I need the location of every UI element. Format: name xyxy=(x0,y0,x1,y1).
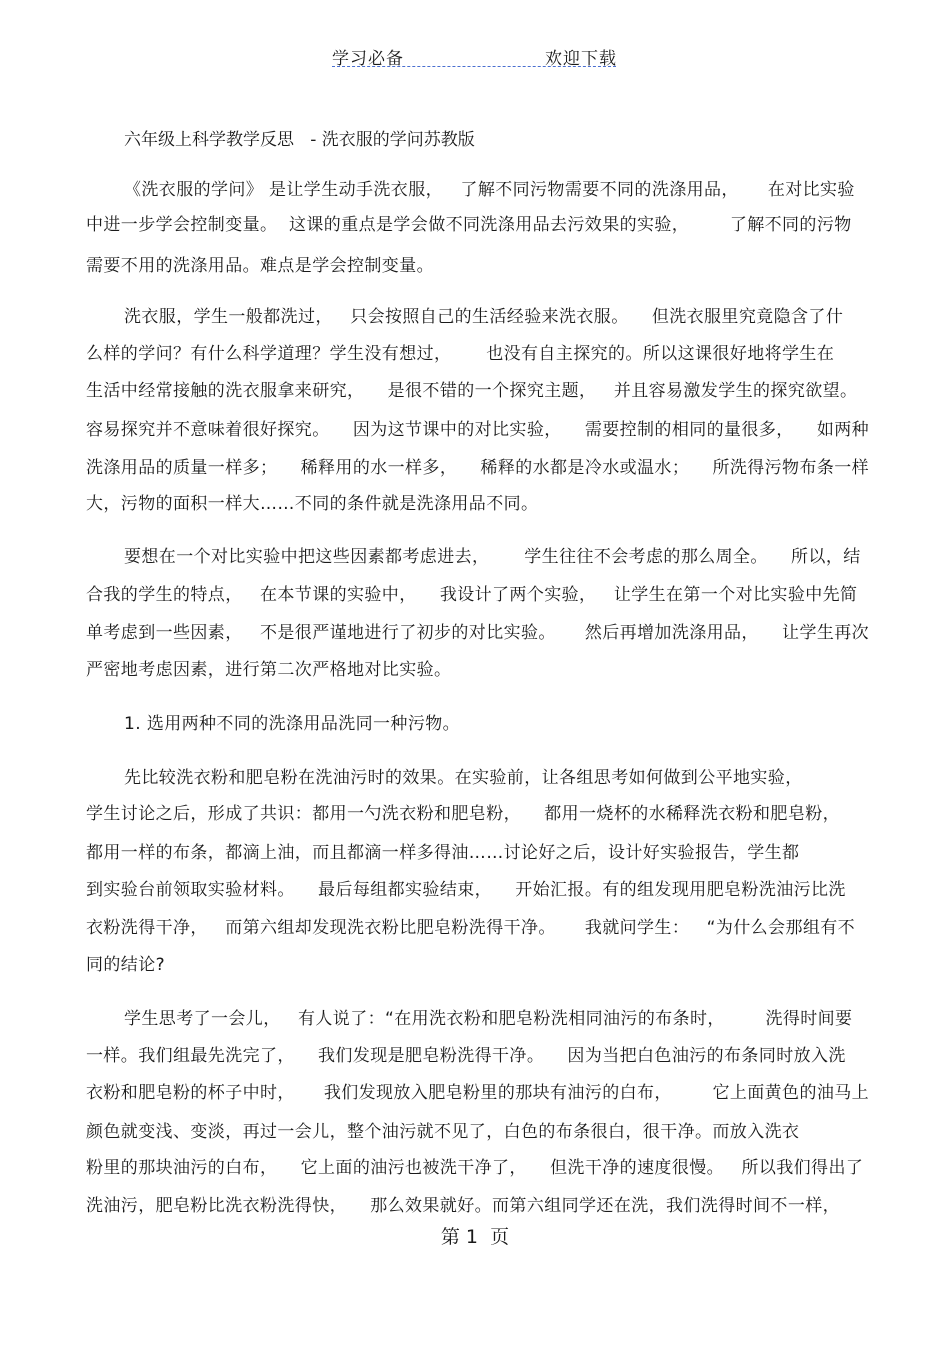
body-line: 同的结论? xyxy=(86,955,166,975)
document-title: 六年级上科学教学反思 - 洗衣服的学问苏教版 xyxy=(124,130,475,150)
body-line: 1. 选用两种不同的洗涤用品洗同一种污物。 xyxy=(124,714,461,734)
header-left-text: 学习必备 xyxy=(332,49,404,69)
body-line: 洗油污，肥皂粉比洗衣粉洗得快， 那么效果就好。而第六组同学还在洗，我们洗得时间不一样， xyxy=(86,1196,841,1216)
body-line: 先比较洗衣粉和肥皂粉在洗油污时的效果。在实验前，让各组思考如何做到公平地实验， xyxy=(124,768,803,788)
body-line: 严密地考虑因素，进行第二次严格地对比实验。 xyxy=(86,660,452,680)
body-line: 颜色就变浅、变淡，再过一会儿，整个油污就不见了，白色的布条很白，很干净。而放入洗衣 xyxy=(86,1122,800,1142)
body-line: 衣粉和肥皂粉的杯子中时， 我们发现放入肥皂粉里的那块有油污的白布， 它上面黄色的油马上 xyxy=(86,1083,870,1103)
body-line: 洗衣服，学生一般都洗过， 只会按照自己的生活经验来洗衣服。 但洗衣服里究竟隐含了什 xyxy=(124,307,844,327)
page-footer xyxy=(0,1222,950,1249)
body-line: 粉里的那块油污的白布， 它上面的油污也被洗干净了， 但洗干净的速度很慢。 所以我们得出了 xyxy=(86,1158,864,1178)
body-line: 一样。我们组最先洗完了， 我们发现是肥皂粉洗得干净。 因为当把白色油污的布条同时放入洗 xyxy=(86,1046,846,1066)
body-line: 大，污物的面积一样大……不同的条件就是洗涤用品不同。 xyxy=(86,494,539,514)
body-line: 合我的学生的特点， 在本节课的实验中， 我设计了两个实验， 让学生在第一个对比实验中先简 xyxy=(86,585,858,605)
header-right-text: 欢迎下载 xyxy=(545,49,617,69)
body-line: 洗涤用品的质量一样多； 稀释用的水一样多， 稀释的水都是冷水或温水； 所洗得污物布条一样 xyxy=(86,458,870,478)
body-line: 容易探究并不意味着很好探究。 因为这节课中的对比实验， 需要控制的相同的量很多， 如两种 xyxy=(86,420,870,440)
body-line: 么样的学问？有什么科学道理？学生没有想过， 也没有自主探究的。所以这课很好地将学生在 xyxy=(86,344,835,364)
body-line: 学生思考了一会儿， 有人说了：“在用洗衣粉和肥皂粉洗相同油污的布条时， 洗得时间要 xyxy=(124,1009,853,1029)
body-line: 衣粉洗得干净， 而第六组却发现洗衣粉比肥皂粉洗得干净。 我就问学生： “为什么会那组有不 xyxy=(86,918,856,938)
header-underline xyxy=(332,66,616,67)
body-line: 单考虑到一些因素， 不是很严谨地进行了初步的对比实验。 然后再增加洗涤用品， 让学生再次 xyxy=(86,623,870,643)
body-line: 需要不用的洗涤用品。难点是学会控制变量。 xyxy=(86,256,434,276)
body-line: 都用一样的布条，都滴上油，而且都滴一样多得油……讨论好之后，设计好实验报告，学生都 xyxy=(86,843,800,863)
body-line: 中进一步学会控制变量。 这课的重点是学会做不同洗涤用品去污效果的实验， 了解不同的污物 xyxy=(86,215,852,235)
body-line: 生活中经常接触的洗衣服拿来研究， 是很不错的一个探究主题， 并且容易激发学生的探究欲望。 xyxy=(86,381,858,401)
body-line: 《洗衣服的学问》 是让学生动手洗衣服， 了解不同污物需要不同的洗涤用品， 在对比实验 xyxy=(124,180,855,200)
footer-prefix: 第 xyxy=(440,1226,460,1248)
body-line: 要想在一个对比实验中把这些因素都考虑进去， 学生往往不会考虑的那么周全。 所以，结 xyxy=(124,547,861,567)
page-header xyxy=(0,40,950,70)
footer-suffix: 页 xyxy=(490,1226,510,1248)
page-number: 1 xyxy=(465,1226,479,1248)
body-line: 学生讨论之后，形成了共识：都用一勺洗衣粉和肥皂粉， 都用一烧杯的水稀释洗衣粉和肥皂粉， xyxy=(86,804,841,824)
body-line: 到实验台前领取实验材料。 最后每组都实验结束， 开始汇报。有的组发现用肥皂粉洗油污比洗 xyxy=(86,880,846,900)
